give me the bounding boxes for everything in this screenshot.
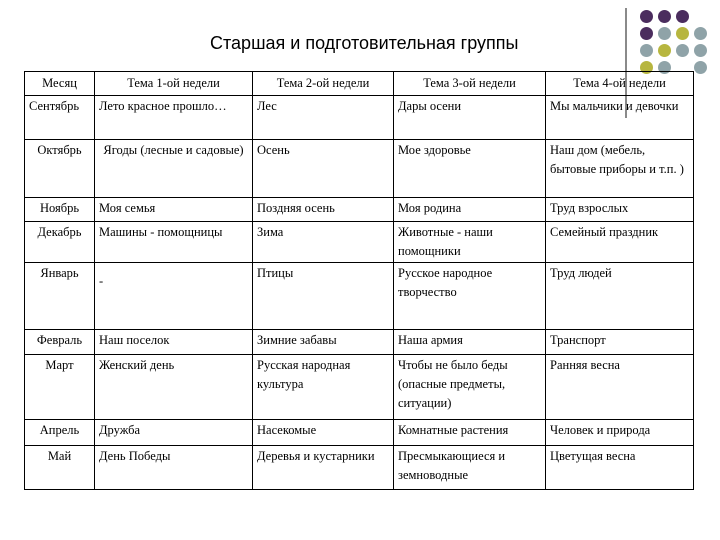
week-4-cell: Труд людей xyxy=(546,263,694,330)
header-week-1: Тема 1-ой недели xyxy=(95,72,253,96)
page-title: Старшая и подготовительная группы xyxy=(210,33,519,53)
week-4-cell: Ранняя весна xyxy=(546,355,694,420)
table-row xyxy=(25,330,694,355)
week-3-cell: Русское народное творчество xyxy=(394,263,546,330)
schedule-table xyxy=(24,71,694,490)
week-2-cell: Зима xyxy=(253,222,394,263)
week-4-cell: Семейный праздник xyxy=(546,222,694,263)
week-3-cell: Комнатные растения xyxy=(394,420,546,446)
table-row xyxy=(25,446,694,490)
month-cell: Январь xyxy=(25,263,95,330)
month-cell: Сентябрь xyxy=(25,96,95,140)
month-cell: Декабрь xyxy=(25,222,95,263)
week-4-cell: Мы мальчики и девочки xyxy=(546,96,694,140)
empty-dash: - xyxy=(99,274,104,288)
decorative-dot xyxy=(694,61,707,74)
decorative-dot xyxy=(640,44,653,57)
week-4-cell: Цветущая весна xyxy=(546,446,694,490)
week-1-cell: День Победы xyxy=(95,446,253,490)
week-3-cell: Животные - наши помощники xyxy=(394,222,546,263)
month-cell: Май xyxy=(25,446,95,490)
week-1-cell: Машины - помощницы xyxy=(95,222,253,263)
decorative-dot xyxy=(658,27,671,40)
week-1-cell: Женский день xyxy=(95,355,253,420)
decorative-dot xyxy=(658,44,671,57)
table-row xyxy=(25,140,694,198)
week-1-cell: Ягоды (лесные и садовые) xyxy=(95,140,253,198)
month-cell: Октябрь xyxy=(25,140,95,198)
week-2-cell: Зимние забавы xyxy=(253,330,394,355)
header-week-2: Тема 2-ой недели xyxy=(253,72,394,96)
month-cell: Февраль xyxy=(25,330,95,355)
week-1-cell: Дружба xyxy=(95,420,253,446)
week-2-cell: Насекомые xyxy=(253,420,394,446)
header-month: Месяц xyxy=(25,72,95,96)
header-week-3: Тема 3-ой недели xyxy=(394,72,546,96)
month-cell: Ноябрь xyxy=(25,198,95,222)
week-3-cell: Чтобы не было беды (опасные предметы, ситуации) xyxy=(394,355,546,420)
decorative-dot xyxy=(676,27,689,40)
header-row xyxy=(25,72,694,96)
week-3-cell: Дары осени xyxy=(394,96,546,140)
table-row xyxy=(25,263,694,330)
table-row xyxy=(25,355,694,420)
week-1-cell: Моя семья xyxy=(95,198,253,222)
decorative-dot xyxy=(676,44,689,57)
table-row xyxy=(25,222,694,263)
decorative-dot xyxy=(676,10,689,23)
week-3-cell: Моя родина xyxy=(394,198,546,222)
week-2-cell: Птицы xyxy=(253,263,394,330)
decorative-dot-grid xyxy=(640,10,720,80)
week-1-cell xyxy=(95,263,253,330)
week-2-cell: Поздняя осень xyxy=(253,198,394,222)
week-2-cell: Осень xyxy=(253,140,394,198)
week-4-cell: Транспорт xyxy=(546,330,694,355)
week-2-cell: Русская народная культура xyxy=(253,355,394,420)
week-1-cell: Лето красное прошло… xyxy=(95,96,253,140)
week-2-cell: Лес xyxy=(253,96,394,140)
week-4-cell: Труд взрослых xyxy=(546,198,694,222)
week-4-cell: Наш дом (мебель, бытовые приборы и т.п. ) xyxy=(546,140,694,198)
week-1-cell: Наш поселок xyxy=(95,330,253,355)
decorative-dot xyxy=(640,27,653,40)
decorative-dot xyxy=(694,44,707,57)
table-row xyxy=(25,96,694,140)
decorative-dot xyxy=(658,10,671,23)
table-row xyxy=(25,198,694,222)
week-4-cell: Человек и природа xyxy=(546,420,694,446)
week-3-cell: Мое здоровье xyxy=(394,140,546,198)
week-3-cell: Наша армия xyxy=(394,330,546,355)
week-2-cell: Деревья и кустарники xyxy=(253,446,394,490)
month-cell: Март xyxy=(25,355,95,420)
decorative-dot xyxy=(640,10,653,23)
header-week-4: Тема 4-ой недели xyxy=(546,72,694,96)
decorative-dot xyxy=(694,27,707,40)
month-cell: Апрель xyxy=(25,420,95,446)
table-row xyxy=(25,420,694,446)
week-3-cell: Пресмыкающиеся и земноводные xyxy=(394,446,546,490)
